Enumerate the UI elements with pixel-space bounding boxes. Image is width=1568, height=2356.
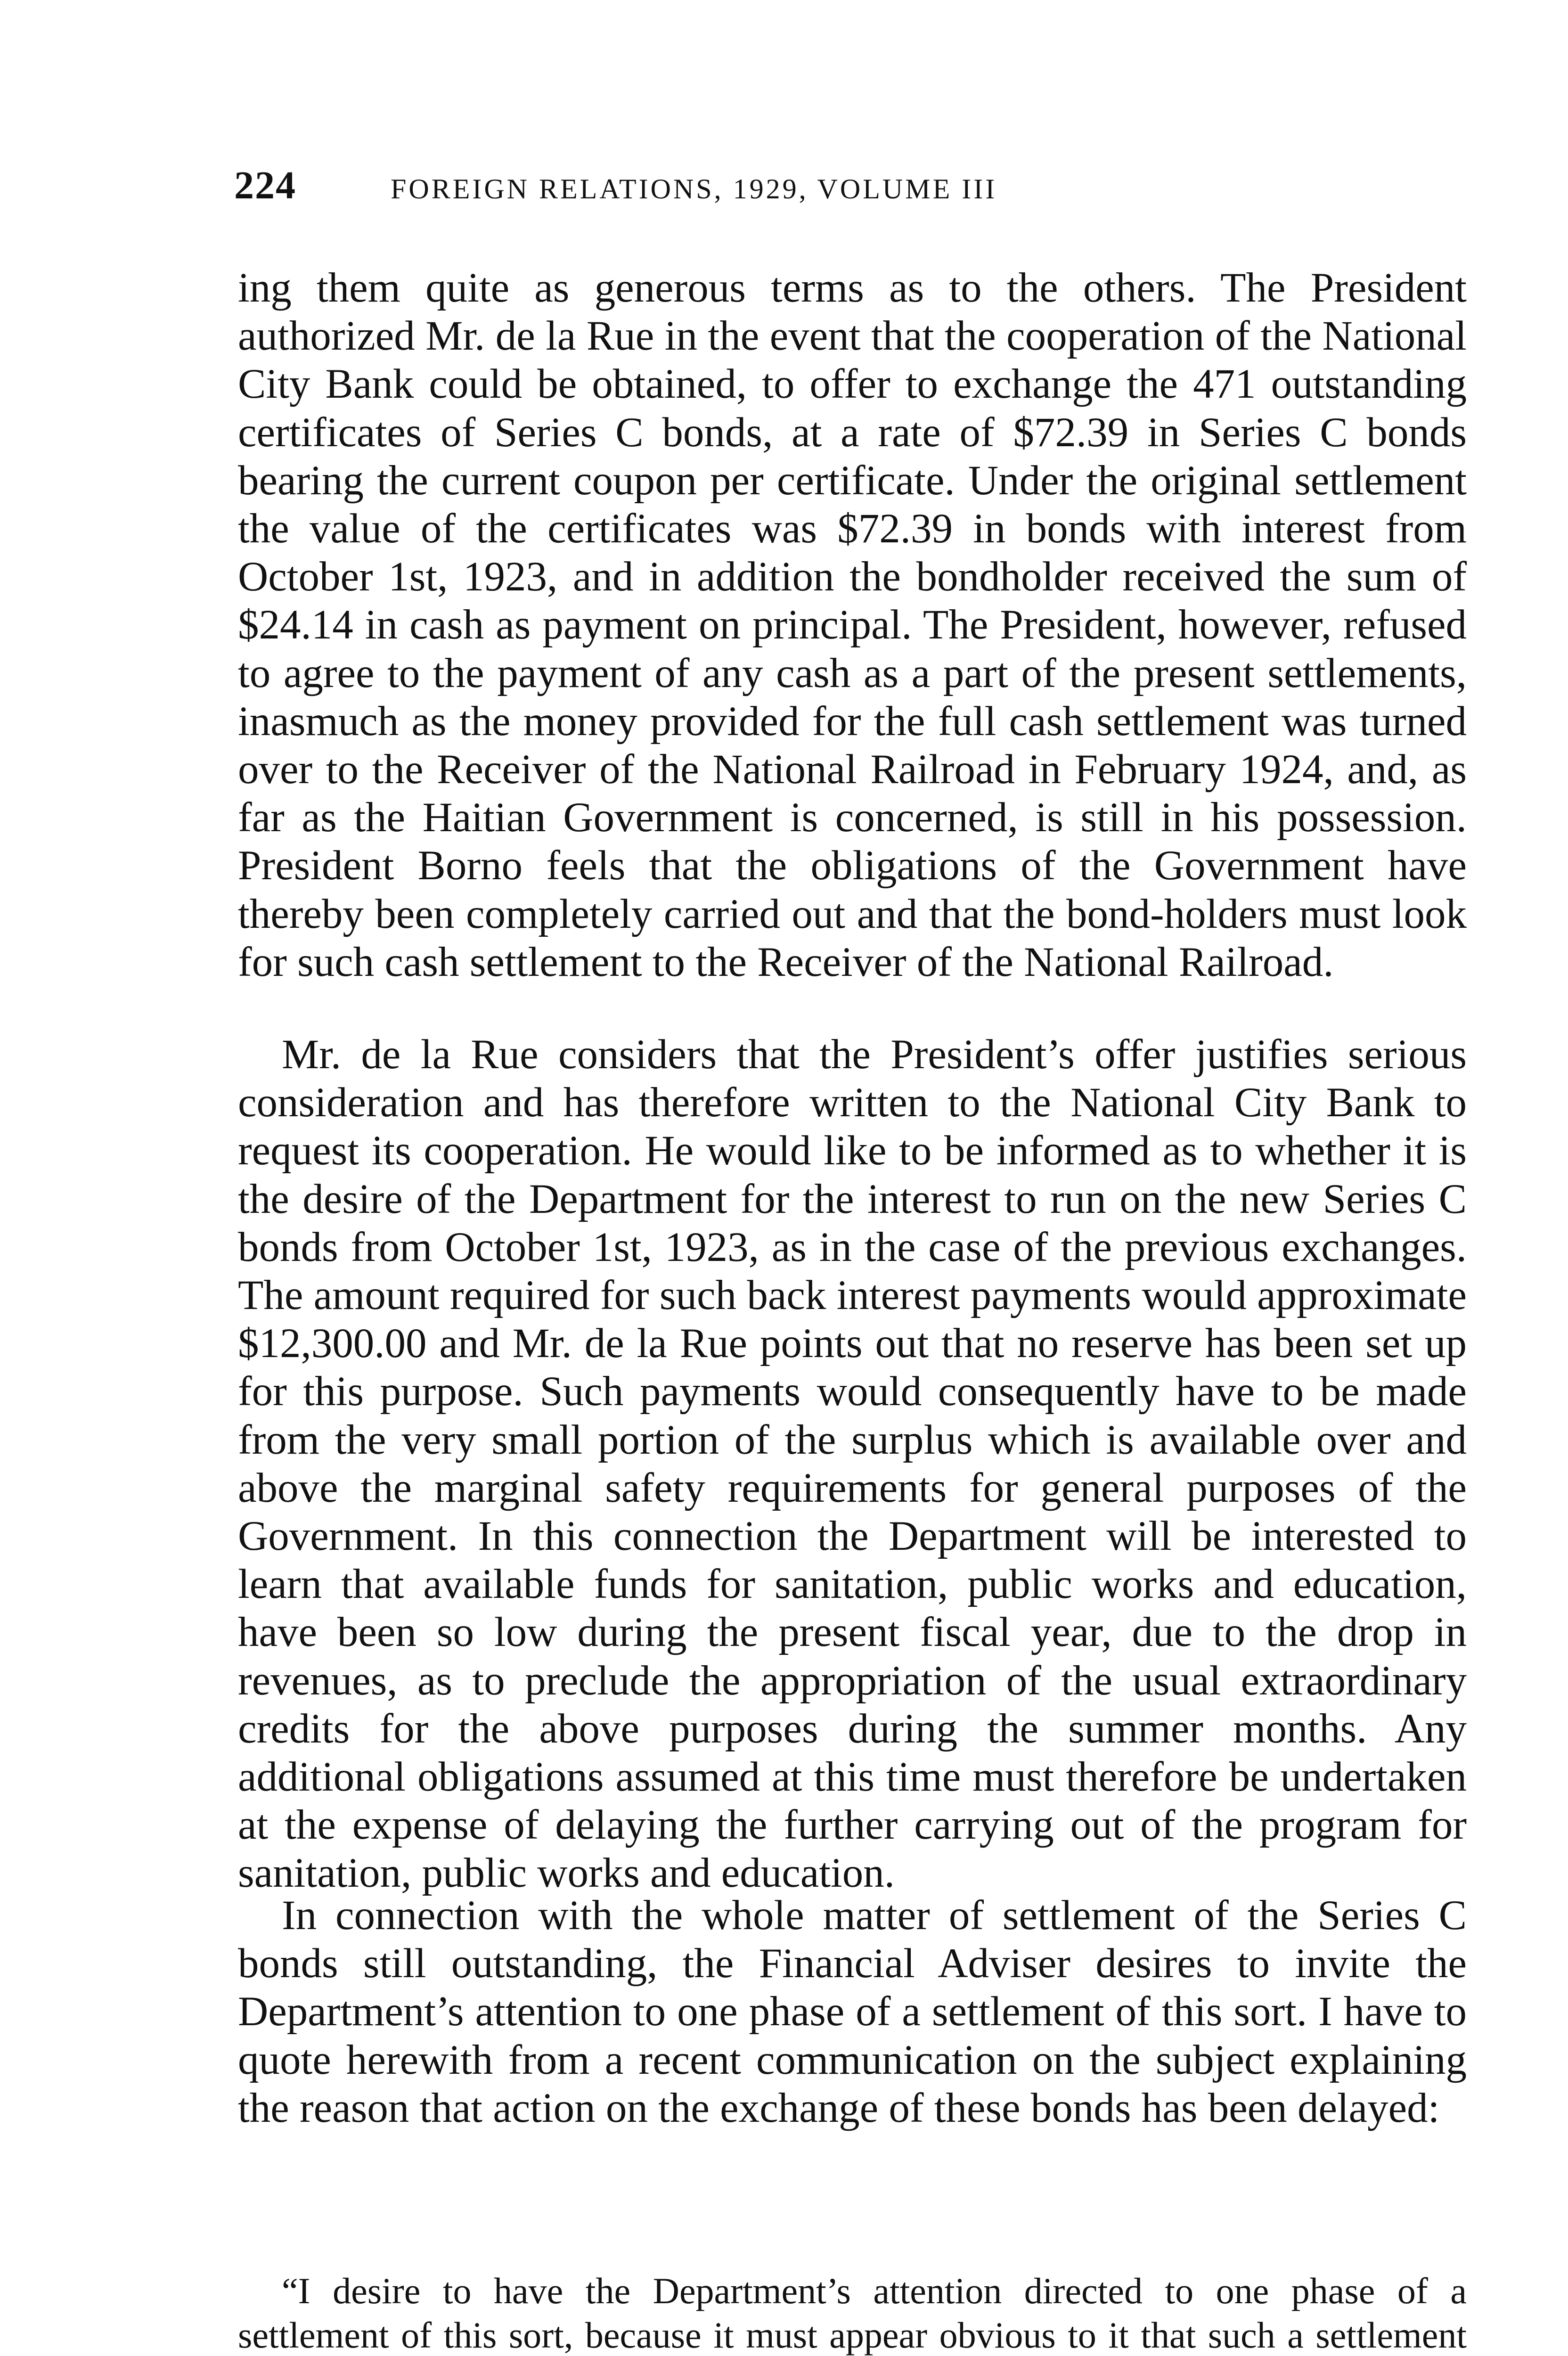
quoted-communication: “I desire to have the Department’s attention directed to one phase of a settlement of this sort, because it must appear obvious to it that such a settlement bbox=[238, 2270, 1467, 2356]
volume-title: FOREIGN RELATIONS, 1929, VOLUME III bbox=[391, 173, 997, 205]
running-header bbox=[234, 163, 1506, 214]
paragraph-financial-adviser: In connection with the whole matter of settlement of the Series C bonds still outstanding, the Financial Adviser desires to invite the Department’s attention to one phase of a settlement of this sort. I have to quote herewith from a recent communication on the subject explaining the reason that action on the exchange of these bonds has been delayed: bbox=[238, 1892, 1467, 2131]
page-number: 224 bbox=[234, 164, 296, 207]
paragraph-de-la-rue-consideration: Mr. de la Rue considers that the President’s offer justifies serious consideration and has therefore written to the National City Bank to request its cooperation. He would like to be informed as to whether it is the desire of the Department for the interest to run on the new Series C bonds from October 1st, 1923, as in the case of the previous exchanges. The amount required for such back interest payments would approximate $12,300.00 and Mr. de la Rue points out that no reserve has been set up for this purpose. Such payments would consequently have to be made from the very small portion of the surplus which is available over and above the marginal safety requirements for general purposes of the Government. In this connection the Department will be interested to learn that available funds for sanitation, public works and education, have been so low during the present fiscal year, due to the drop in revenues, as to preclude the appropriation of the usual extraordinary credits for the above purposes during the summer months. Any additional obligations assumed at this time must therefore be undertaken at the expense of delaying the further carrying out of the program for sanitation, public works and education. bbox=[238, 1031, 1467, 1897]
paragraph-cash-settlement: ing them quite as generous terms as to the others. The President authorized Mr. de la Rue in the event that the cooperation of the National City Bank could be obtained, to offer to exchange the 471 outstanding certificates of Series C bonds, at a rate of $72.39 in Series C bonds bearing the current coupon per certificate. Under the original settlement the value of the certificates was $72.39 in bonds with interest from October 1st, 1923, and in addition the bondholder received the sum of $24.14 in cash as payment on principal. The President, however, refused to agree to the payment of any cash as a part of the present settlements, inasmuch as the money provided for the full cash settlement was turned over to the Receiver of the National Railroad in February 1924, and, as far as the Haitian Government is concerned, is still in his possession. President Borno feels that the obligations of the Government have thereby been completely carried out and that the bond-holders must look for such cash settlement to the Receiver of the National Railroad. bbox=[238, 265, 1467, 985]
